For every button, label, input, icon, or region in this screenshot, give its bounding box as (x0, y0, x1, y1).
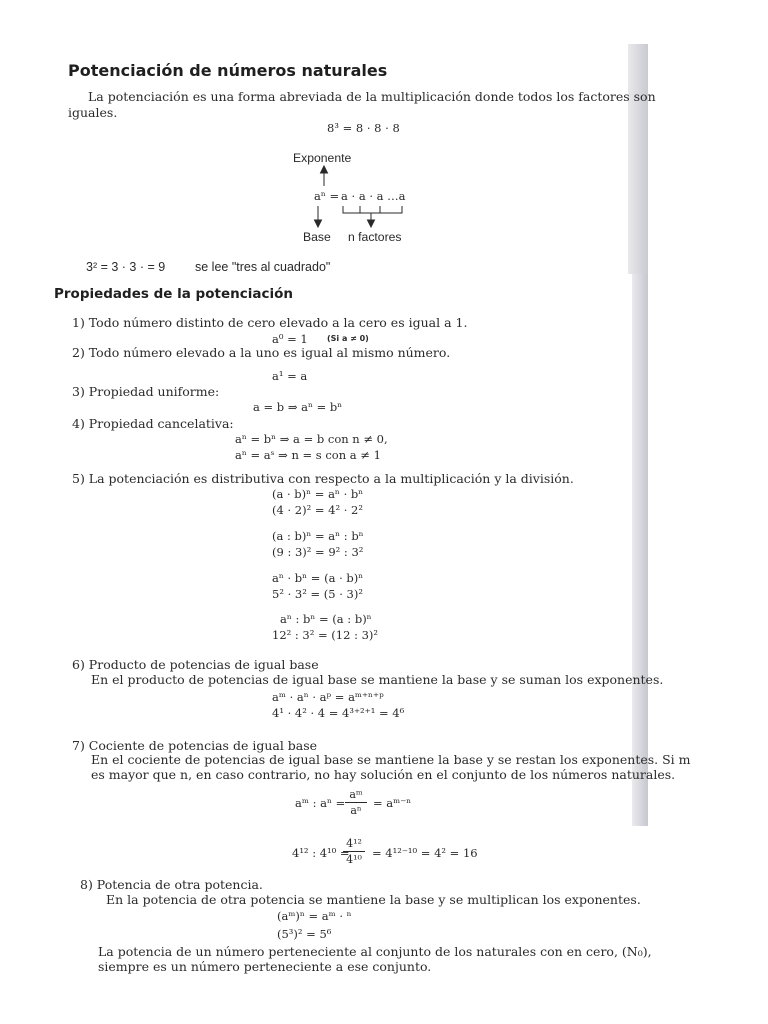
property-5-formula: (4 · 2)² = 4² · 2² (272, 503, 363, 517)
property-5-formula: aⁿ : bⁿ = (a : b)ⁿ (280, 612, 372, 626)
property-6-title: 6) Producto de potencias de igual base (72, 657, 319, 672)
property-5-text: 5) La potenciación es distributiva con respecto a la multiplicación y la división. (72, 471, 574, 486)
property-5-formula: (a : b)ⁿ = aⁿ : bⁿ (272, 529, 364, 543)
formula-lhs: aⁿ = (314, 189, 340, 203)
closing-line-2: siempre es un número perteneciente a ese conjunto. (98, 959, 432, 974)
power-diagram-arrows (0, 0, 768, 260)
property-7-line-1: En el cociente de potencias de igual base se mantiene la base y se restan los exponentes. Si m (91, 752, 691, 767)
base-arrow-icon (315, 206, 322, 227)
fraction-denominator: aⁿ (350, 804, 362, 817)
closing-line-1: La potencia de un número perteneciente al conjunto de los naturales con en cero, (N₀), (98, 944, 652, 959)
property-7-fraction-1 (345, 788, 367, 817)
property-7-formula-2-left: 4¹² : 4¹⁰ = (292, 846, 350, 860)
property-5-formula: 12² : 3² = (12 : 3)² (272, 628, 379, 642)
fraction-numerator: aᵐ (349, 788, 363, 801)
property-1-text: 1) Todo número distinto de cero elevado a la cero es igual a 1. (72, 315, 468, 330)
fraction-bar (343, 851, 365, 852)
property-2-formula: a¹ = a (272, 369, 308, 383)
property-5-formula: (a · b)ⁿ = aⁿ · bⁿ (272, 487, 364, 501)
property-5-formula: 5² · 3² = (5 · 3)² (272, 587, 363, 601)
scan-shadow-bottom (632, 274, 648, 826)
property-8-formula-2: (5³)² = 5⁶ (277, 927, 332, 941)
property-4-formula-1: aⁿ = bⁿ ⇒ a = b con n ≠ 0, (235, 432, 388, 446)
property-1-formula: a⁰ = 1 (272, 332, 308, 346)
intro-line-1: La potenciación es una forma abreviada de la multiplicación donde todos los factores son (88, 89, 656, 104)
property-7-formula-2-right: = 4¹²⁻¹⁰ = 4² = 16 (372, 846, 478, 860)
property-7-formula-1-right: = aᵐ⁻ⁿ (373, 796, 412, 810)
property-8-text: En la potencia de otra potencia se mantiene la base y se multiplican los exponentes. (106, 892, 641, 907)
base-label: Base (303, 230, 331, 244)
property-5-formula: (9 : 3)² = 9² : 3² (272, 545, 364, 559)
fraction-denominator: 4¹⁰ (346, 853, 362, 866)
exponent-arrow-icon (321, 166, 328, 186)
page-title: Potenciación de números naturales (68, 61, 388, 80)
properties-title: Propiedades de la potenciación (54, 286, 293, 302)
property-5-formula: aⁿ · bⁿ = (a · b)ⁿ (272, 571, 364, 585)
property-4-text: 4) Propiedad cancelativa: (72, 416, 234, 431)
property-2-text: 2) Todo número elevado a la uno es igual al mismo número. (72, 345, 451, 360)
property-4-formula-2: aⁿ = aˢ ⇒ n = s con a ≠ 1 (235, 448, 381, 462)
example-power: 8³ = 8 · 8 · 8 (327, 121, 400, 135)
property-7-formula-1-left: aᵐ : aⁿ = (295, 796, 346, 810)
square-reading: se lee "tres al cuadrado" (195, 260, 331, 274)
property-7-title: 7) Cociente de potencias de igual base (72, 738, 318, 753)
property-1-note: (Si a ≠ 0) (327, 334, 369, 343)
property-6-formula-2: 4¹ · 4² · 4 = 4³⁺²⁺¹ = 4⁶ (272, 706, 405, 720)
property-6-formula-1: aᵐ · aⁿ · aᵖ = aᵐ⁺ⁿ⁺ᵖ (272, 690, 384, 704)
property-8-formula-1: (aᵐ)ⁿ = aᵐ · ⁿ (277, 909, 352, 923)
property-7-line-2: es mayor que n, en caso contrario, no hay solución en el conjunto de los números naturales. (91, 767, 676, 782)
exponent-label: Exponente (293, 151, 352, 165)
property-8-title: 8) Potencia de otra potencia. (80, 877, 263, 892)
property-3-formula: a = b ⇒ aⁿ = bⁿ (253, 400, 343, 414)
intro-line-2: iguales. (68, 105, 118, 120)
factors-label: n factores (348, 230, 402, 244)
property-3-text: 3) Propiedad uniforme: (72, 384, 220, 399)
fraction-bar (345, 802, 367, 803)
property-7-fraction-2 (343, 837, 365, 866)
square-example: 3² = 3 · 3 · = 9 (86, 260, 166, 274)
factors-bracket-icon (343, 206, 402, 227)
property-6-text: En el producto de potencias de igual base se mantiene la base y se suman los exponentes. (91, 672, 664, 687)
formula-rhs: a · a · a …a (341, 189, 406, 203)
fraction-numerator: 4¹² (346, 837, 362, 850)
